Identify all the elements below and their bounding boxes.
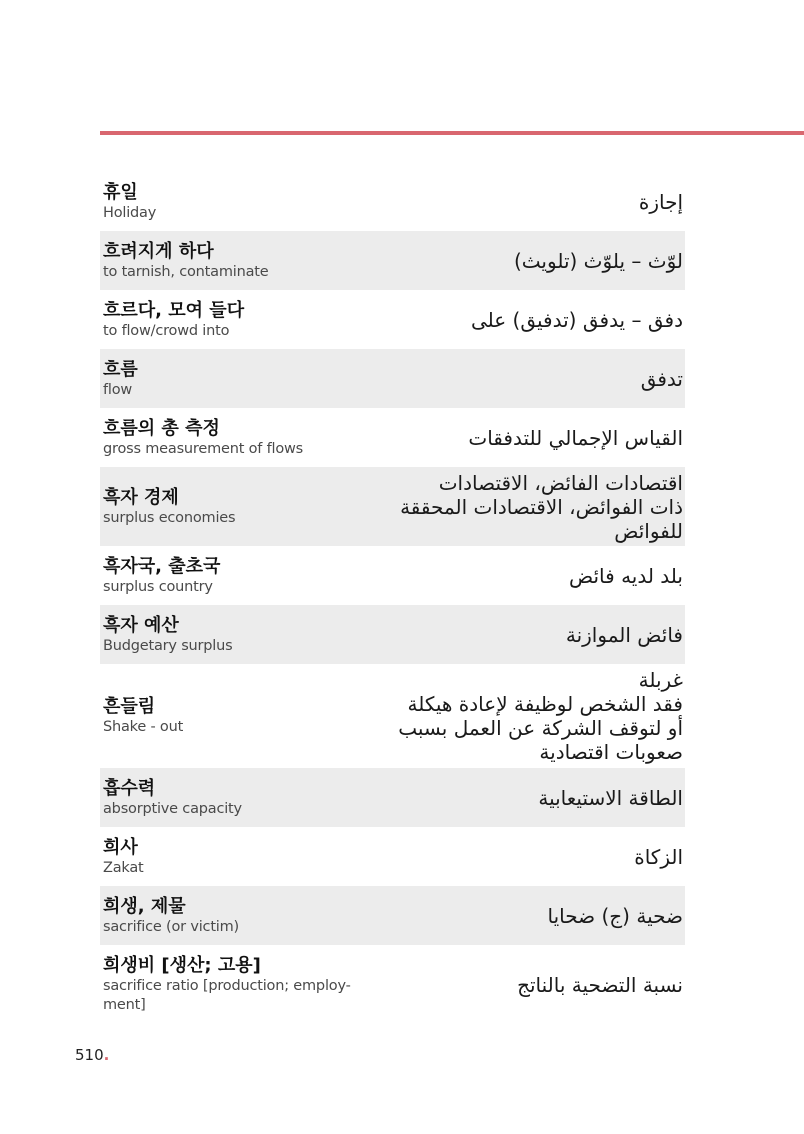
header-rule [100, 131, 804, 135]
page-number [75, 1046, 109, 1064]
term-cell [103, 181, 373, 223]
korean-term: 흐려지게 하다 [103, 240, 214, 262]
arabic-translation [373, 471, 683, 543]
english-term [103, 977, 373, 1015]
arabic-translation-line: بلد لديه فائض [568, 563, 683, 588]
arabic-translation [373, 786, 683, 810]
english-term-line: ment] [103, 997, 146, 1013]
arabic-translation-line: ذات الفوائض، الاقتصادات المحققة [400, 494, 683, 519]
arabic-translation-line: فقد الشخص لوظيفة لإعادة هيكلة [407, 692, 683, 716]
arabic-translation [373, 668, 683, 764]
english-term: surplus economies [103, 509, 236, 526]
arabic-translation [373, 973, 683, 997]
korean-term: 희사 [103, 836, 138, 858]
arabic-translation-line: نسبة التضحية بالناتج [517, 972, 683, 997]
arabic-translation-line: للفوائض [614, 518, 683, 543]
arabic-translation [373, 845, 683, 869]
glossary-row [100, 945, 685, 1024]
english-term-line: sacrifice ratio [production; employ- [103, 978, 351, 994]
page-number-value: 510 [75, 1046, 104, 1064]
glossary-row [100, 546, 685, 605]
arabic-translation [373, 249, 683, 273]
arabic-translation [373, 564, 683, 588]
term-cell [103, 417, 373, 459]
glossary-table [100, 172, 685, 1024]
glossary-row [100, 886, 685, 945]
arabic-translation-line: اقتصادات الفائض، الاقتصادات [438, 470, 683, 495]
term-cell [103, 358, 373, 400]
glossary-row [100, 768, 685, 827]
glossary-row [100, 467, 685, 546]
arabic-translation-line: غربلة [638, 668, 683, 692]
korean-term: 흐르다, 모여 들다 [103, 299, 245, 321]
korean-term: 흑자 경제 [103, 486, 179, 508]
english-term: surplus country [103, 578, 213, 595]
arabic-translation [373, 904, 683, 928]
term-cell [103, 895, 373, 937]
english-term: gross measurement of flows [103, 440, 304, 457]
korean-term: 흡수력 [103, 777, 156, 799]
arabic-translation-line: تدفق [640, 366, 683, 391]
term-cell [103, 954, 373, 1015]
arabic-translation [373, 308, 683, 332]
english-term: flow [103, 381, 133, 398]
term-cell [103, 777, 373, 819]
arabic-translation-line: دفق – يدفق (تدفيق) على [470, 307, 683, 332]
glossary-row [100, 172, 685, 231]
arabic-translation-line: لوّث – يلوّث (تلويث) [513, 248, 683, 273]
korean-term: 흐름의 총 측정 [103, 417, 220, 439]
english-term: absorptive capacity [103, 800, 242, 817]
arabic-translation [373, 190, 683, 214]
arabic-translation-line: القياس الإجمالي للتدفقات [468, 425, 683, 450]
term-cell [103, 695, 373, 737]
arabic-translation-line: أو لتوقف الشركة عن العمل بسبب [398, 716, 683, 740]
arabic-translation-line: فائض الموازنة [565, 622, 683, 647]
term-cell [103, 555, 373, 597]
arabic-translation [373, 426, 683, 450]
term-cell [103, 240, 373, 282]
term-cell [103, 299, 373, 341]
glossary-row [100, 349, 685, 408]
korean-term: 희생, 제물 [103, 895, 186, 917]
english-term: Budgetary surplus [103, 637, 233, 654]
english-term: sacrifice (or victim) [103, 918, 240, 935]
glossary-row [100, 664, 685, 768]
glossary-row [100, 408, 685, 467]
arabic-translation-line: صعوبات اقتصادية [539, 740, 683, 764]
arabic-translation [373, 623, 683, 647]
english-term: Shake - out [103, 719, 184, 735]
english-term: Zakat [103, 859, 144, 876]
korean-term: 흔들림 [103, 696, 156, 717]
arabic-translation-line: ضحية (ج) ضحايا [547, 903, 683, 928]
korean-term: 흑자국, 출초국 [103, 555, 221, 577]
english-term: to tarnish, contaminate [103, 263, 269, 280]
glossary-row [100, 827, 685, 886]
arabic-translation-line: إجازة [638, 189, 683, 214]
korean-term: 흑자 예산 [103, 614, 179, 636]
english-term: to flow/crowd into [103, 322, 230, 339]
arabic-translation-line: الزكاة [634, 844, 683, 869]
arabic-translation [373, 367, 683, 391]
glossary-row [100, 231, 685, 290]
page-number-dot: . [103, 1046, 110, 1064]
korean-term: 휴일 [103, 181, 138, 203]
english-term: Holiday [103, 204, 157, 221]
korean-term: 흐름 [103, 358, 138, 380]
glossary-row [100, 605, 685, 664]
term-cell [103, 486, 373, 528]
korean-term: 희생비 [생산; 고용] [103, 955, 261, 976]
glossary-row [100, 290, 685, 349]
arabic-translation-line: الطاقة الاستيعابية [538, 785, 683, 810]
term-cell [103, 614, 373, 656]
term-cell [103, 836, 373, 878]
